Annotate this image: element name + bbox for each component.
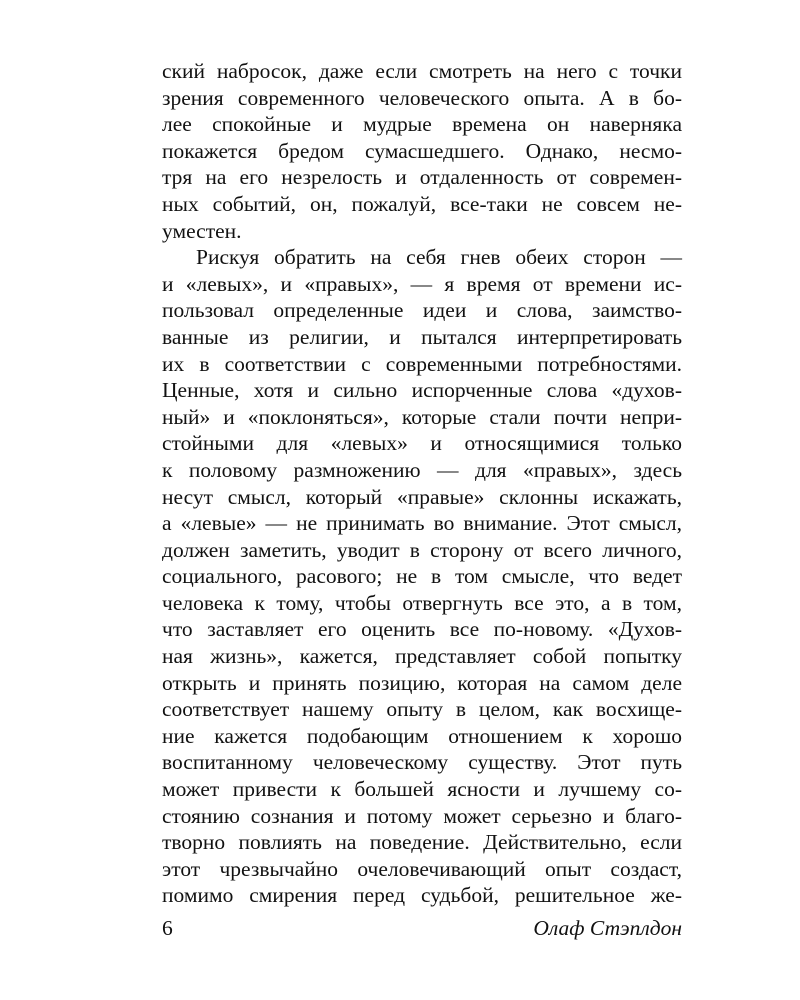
paragraph-start-line: Рискуя обратить на себя гнев обеих сторон —: [196, 245, 682, 270]
text-line: к половому размножению — для «правых», здесь: [162, 457, 682, 482]
text-line: ванные из религии, и пытался интерпретировать: [162, 324, 682, 349]
page-footer: [162, 916, 682, 944]
text-line: помимо смирения перед судьбой, решительное же-: [162, 883, 682, 908]
text-line: человека к тому, чтобы отвергнуть все это, а в том,: [162, 590, 682, 615]
text-line: пользовал определенные идеи и слова, заимство-: [162, 298, 682, 323]
text-line: творно повлиять на поведение. Действительно, если: [162, 830, 682, 855]
text-line: может привести к большей ясности и лучшему со-: [162, 777, 682, 802]
text-line: социального, расового; не в том смысле, что ведет: [162, 564, 682, 589]
text-line: зрения современного человеческого опыта. А в бо-: [162, 85, 682, 110]
text-line: что заставляет его оценить все по-новому. «Духов-: [162, 617, 682, 642]
text-line: ный» и «поклоняться», которые стали почти непри-: [162, 404, 682, 429]
paragraph-end-line: уместен.: [162, 218, 242, 243]
text-line: этот чрезвычайно очеловечивающий опыт создаст,: [162, 856, 682, 881]
text-line: соответствует нашему опыту в целом, как восхище-: [162, 697, 682, 722]
text-line: ная жизнь», кажется, представляет собой попытку: [162, 644, 682, 669]
text-line: стоянию сознания и потому может серьезно и благо-: [162, 803, 682, 828]
text-line: должен заметить, уводит в сторону от всего личного,: [162, 537, 682, 562]
text-line: открыть и принять позицию, которая на самом деле: [162, 670, 682, 695]
text-line: и «левых», и «правых», — я время от времени ис-: [162, 271, 682, 296]
text-line: Ценные, хотя и сильно испорченные слова «духов-: [162, 378, 682, 403]
text-line: тря на его незрелость и отдаленность от современ-: [162, 165, 682, 190]
text-line: покажется бредом сумасшедшего. Однако, несмо-: [162, 138, 682, 163]
text-line: а «левые» — не принимать во внимание. Этот смысл,: [162, 511, 682, 536]
page-number: 6: [162, 916, 173, 940]
page-text-block: [162, 58, 682, 909]
text-line: несут смысл, который «правые» склонны искажать,: [162, 484, 682, 509]
text-line: их в соответствии с современными потребностями.: [162, 351, 682, 376]
text-line: стойными для «левых» и относящимися только: [162, 431, 682, 456]
text-line: ский набросок, даже если смотреть на него с точки: [162, 59, 682, 83]
text-line: ных событий, он, пожалуй, все-таки не совсем не-: [162, 191, 682, 216]
text-line: воспитанному человеческому существу. Этот путь: [162, 750, 682, 775]
text-line: ние кажется подобающим отношением к хорошо: [162, 723, 682, 748]
text-line: лее спокойные и мудрые времена он наверняка: [162, 112, 682, 137]
running-footer-author: Олаф Стэплдон: [533, 916, 682, 940]
